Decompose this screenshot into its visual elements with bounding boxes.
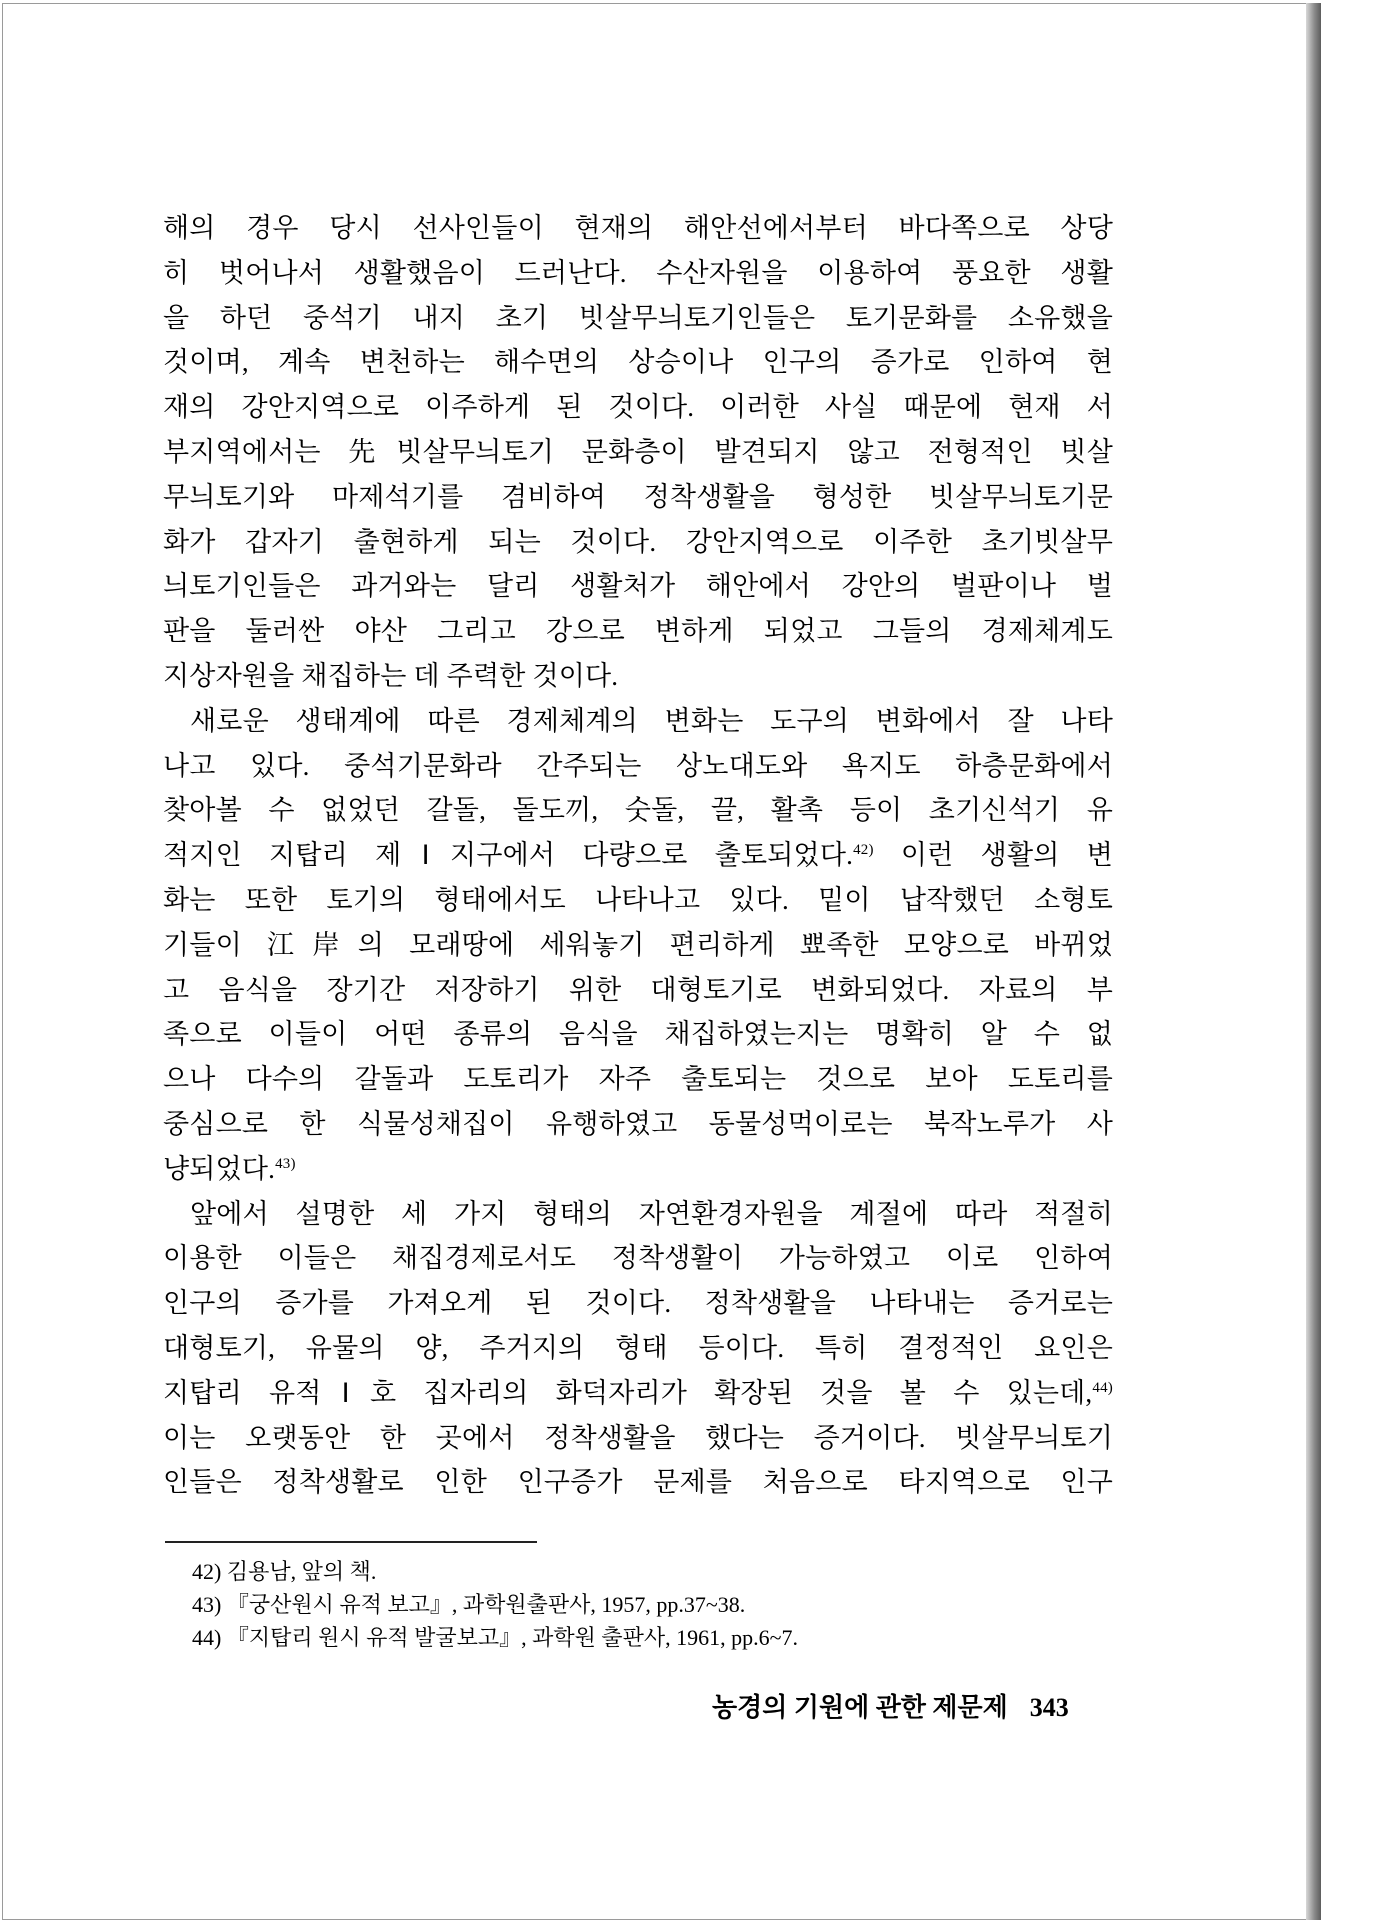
text-line-start: 적지인 지탑리 제Ⅰ지구에서 다량으로 출토되었다. — [163, 840, 854, 871]
text-line: 인구의 증가를 가져오게 된 것이다. 정착생활을 나타내는 증거로는 — [163, 1288, 1113, 1319]
text-line — [163, 1371, 1113, 1416]
text-line-end: 이런 생활의 변 — [873, 840, 1113, 871]
text-line: 판을 둘러싼 야산 그리고 강으로 변하게 되었고 그들의 경제체계도 — [163, 616, 1113, 647]
text-line: 대형토기, 유물의 양, 주거지의 형태 등이다. 특히 결정적인 요인은 — [163, 1332, 1113, 1363]
text-line: 무늬토기와 마제석기를 겸비하여 정착생활을 형성한 빗살무늬토기문 — [163, 481, 1113, 512]
text-line: 지상자원을 채집하는 데 주력한 것이다. — [163, 660, 619, 691]
page-binding-edge — [1306, 3, 1321, 1920]
text-line: 화는 또한 토기의 형태에서도 나타나고 있다. 밑이 납작했던 소형토 — [163, 884, 1113, 915]
running-footer — [712, 1687, 1069, 1724]
footnotes — [192, 1555, 1092, 1654]
text-line: 재의 강안지역으로 이주하게 된 것이다. 이러한 사실 때문에 현재 서 — [163, 392, 1113, 423]
footnote-44: 44) 『지탑리 원시 유적 발굴보고』, 과학원 출판사, 1961, pp.6~7. — [192, 1625, 799, 1650]
text-line: 기들이 江岸의 모래땅에 세워놓기 편리하게 뾰족한 모양으로 바뀌었 — [163, 929, 1113, 960]
text-line: 인들은 정착생활로 인한 인구증가 문제를 처음으로 타지역으로 인구 — [163, 1467, 1113, 1498]
text-line: 이용한 이들은 채집경제로서도 정착생활이 가능하였고 이로 인하여 — [163, 1243, 1113, 1274]
text-line: 부지역에서는 先빗살무늬토기 문화층이 발견되지 않고 전형적인 빗살 — [163, 436, 1113, 467]
footnote-ref-42: 42) — [853, 842, 874, 859]
body-text — [163, 206, 1113, 1505]
text-line — [163, 833, 1113, 878]
footnote-42: 42) 김용남, 앞의 책. — [192, 1559, 377, 1584]
text-line: 나고 있다. 중석기문화라 간주되는 상노대도와 욕지도 하층문화에서 — [163, 750, 1113, 781]
text-line: 으나 다수의 갈돌과 도토리가 자주 출토되는 것으로 보아 도토리를 — [163, 1064, 1113, 1095]
footnote-ref-43: 43) — [275, 1155, 296, 1172]
footnote-divider — [165, 1541, 537, 1543]
text-line: 족으로 이들이 어떤 종류의 음식을 채집하였는지는 명확히 알 수 없 — [163, 1019, 1113, 1050]
footnote-43: 43) 『궁산원시 유적 보고』, 과학원출판사, 1957, pp.37~38. — [192, 1592, 746, 1617]
footnote-ref-44: 44) — [1092, 1379, 1113, 1396]
text-line: 을 하던 중석기 내지 초기 빗살무늬토기인들은 토기문화를 소유했을 — [163, 302, 1113, 333]
text-line: 늬토기인들은 과거와는 달리 생활처가 해안에서 강안의 벌판이나 벌 — [163, 571, 1113, 602]
text-line: 해의 경우 당시 선사인들이 현재의 해안선에서부터 바다쪽으로 상당 — [163, 213, 1113, 243]
page-number: 343 — [1029, 1693, 1069, 1722]
text-line: 것이며, 계속 변천하는 해수면의 상승이나 인구의 증가로 인하여 현 — [163, 347, 1113, 378]
text-line-start: 지탑리 유적Ⅰ호 집자리의 화덕자리가 확장된 것을 볼 수 있는데, — [163, 1377, 1093, 1408]
text-line: 중심으로 한 식물성채집이 유행하였고 동물성먹이로는 북작노루가 사 — [163, 1108, 1113, 1139]
text-line: 화가 갑자기 출현하게 되는 것이다. 강안지역으로 이주한 초기빗살무 — [163, 526, 1113, 557]
text-line: 새로운 생태계에 따른 경제체계의 변화는 도구의 변화에서 잘 나타 — [190, 705, 1113, 736]
text-line: 고 음식을 장기간 저장하기 위한 대형토기로 변화되었다. 자료의 부 — [163, 974, 1113, 1005]
text-line: 히 벗어나서 생활했음이 드러난다. 수산자원을 이용하여 풍요한 생활 — [163, 257, 1113, 288]
running-title: 농경의 기원에 관한 제문제 — [712, 1693, 1008, 1722]
text-line — [163, 1147, 1113, 1192]
text-line: 이는 오랫동안 한 곳에서 정착생활을 했다는 증거이다. 빗살무늬토기 — [163, 1422, 1113, 1453]
text-line-start: 냥되었다. — [163, 1153, 276, 1184]
text-line: 앞에서 설명한 세 가지 형태의 자연환경자원을 계절에 따라 적절히 — [190, 1198, 1113, 1229]
text-line: 찾아볼 수 없었던 갈돌, 돌도끼, 숫돌, 끌, 활촉 등이 초기신석기 유 — [163, 795, 1113, 826]
